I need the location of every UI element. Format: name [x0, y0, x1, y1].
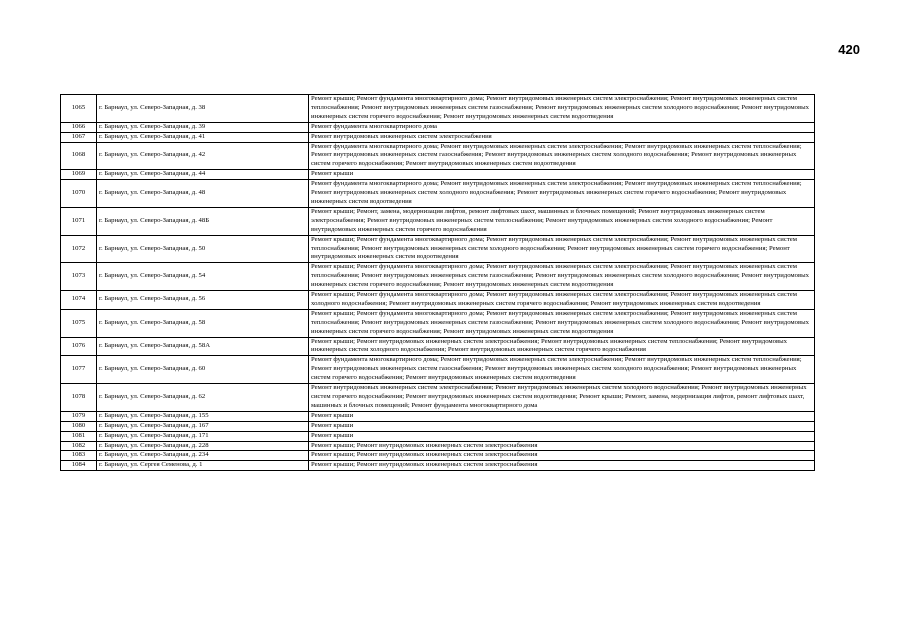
row-number: 1072 [61, 235, 97, 263]
row-address: г. Барнаул, ул. Северо-Западная, д. 60 [97, 356, 309, 384]
table-row [61, 132, 815, 142]
row-work-description: Ремонт крыши; Ремонт фундамента многоквартирного дома; Ремонт внутридомовых инженерных систем электроснабжения; Ремонт внутридомовых инженерных систем холодного водоснабжения; Ремонт внутридомовых инженерных систем горячего водоснабжения; Ремонт внутридомовых инженерных систем водоотведения [309, 291, 815, 310]
table-row [61, 441, 815, 451]
row-number: 1081 [61, 431, 97, 441]
row-address: г. Барнаул, ул. Северо-Западная, д. 38 [97, 95, 309, 123]
table-row [61, 411, 815, 421]
table-row [61, 291, 815, 310]
row-work-description: Ремонт фундамента многоквартирного дома; Ремонт внутридомовых инженерных систем электроснабжения; Ремонт внутридомовых инженерных систем теплоснабжения; Ремонт внутридомовых инженерных систем газоснабжения; Ремонт внутридомовых инженерных систем холодного водоснабжения; Ремонт внутридомовых инженерных систем горячего водоснабжения; Ремонт внутридомовых инженерных систем водоотведения [309, 356, 815, 384]
row-address: г. Барнаул, ул. Северо-Западная, д. 58 [97, 309, 309, 337]
row-number: 1066 [61, 122, 97, 132]
row-work-description: Ремонт крыши [309, 170, 815, 180]
records-table [60, 94, 815, 471]
table-row [61, 356, 815, 384]
row-address: г. Барнаул, ул. Северо-Западная, д. 50 [97, 235, 309, 263]
row-number: 1080 [61, 421, 97, 431]
table-row [61, 384, 815, 412]
row-number: 1067 [61, 132, 97, 142]
row-number: 1069 [61, 170, 97, 180]
row-address: г. Барнаул, ул. Северо-Западная, д. 56 [97, 291, 309, 310]
row-number: 1068 [61, 142, 97, 170]
row-number: 1071 [61, 207, 97, 235]
records-table-body [61, 95, 815, 471]
row-address: г. Барнаул, ул. Северо-Западная, д. 228 [97, 441, 309, 451]
row-work-description: Ремонт крыши; Ремонт внутридомовых инженерных систем электроснабжения [309, 451, 815, 461]
row-work-description: Ремонт фундамента многоквартирного дома [309, 122, 815, 132]
row-number: 1084 [61, 461, 97, 471]
table-row [61, 309, 815, 337]
row-number: 1083 [61, 451, 97, 461]
row-number: 1077 [61, 356, 97, 384]
table-row [61, 207, 815, 235]
table-row [61, 170, 815, 180]
row-number: 1074 [61, 291, 97, 310]
row-work-description: Ремонт крыши; Ремонт фундамента многоквартирного дома; Ремонт внутридомовых инженерных систем электроснабжения; Ремонт внутридомовых инженерных систем теплоснабжения; Ремонт внутридомовых инженерных систем газоснабжения; Ремонт внутридомовых инженерных систем холодного водоснабжения; Ремонт внутридомовых инженерных систем горячего водоснабжения; Ремонт внутридомовых инженерных систем водоотведения [309, 309, 815, 337]
row-number: 1073 [61, 263, 97, 291]
row-work-description: Ремонт фундамента многоквартирного дома; Ремонт внутридомовых инженерных систем электроснабжения; Ремонт внутридомовых инженерных систем теплоснабжения; Ремонт внутридомовых инженерных систем холодного водоснабжения; Ремонт внутридомовых инженерных систем горячего водоснабжения; Ремонт внутридомовых инженерных систем водоотведения [309, 180, 815, 208]
row-address: г. Барнаул, ул. Северо-Западная, д. 155 [97, 411, 309, 421]
row-work-description: Ремонт фундамента многоквартирного дома; Ремонт внутридомовых инженерных систем электроснабжения; Ремонт внутридомовых инженерных систем теплоснабжения; Ремонт внутридомовых инженерных систем газоснабжения; Ремонт внутридомовых инженерных систем холодного водоснабжения; Ремонт внутридомовых инженерных систем горячего водоснабжения; Ремонт внутридомовых инженерных систем водоотведения [309, 142, 815, 170]
row-number: 1078 [61, 384, 97, 412]
table-row [61, 451, 815, 461]
table-row [61, 421, 815, 431]
table-row [61, 263, 815, 291]
row-work-description: Ремонт крыши [309, 421, 815, 431]
row-number: 1070 [61, 180, 97, 208]
page-number: 420 [838, 42, 860, 57]
table-row [61, 431, 815, 441]
row-address: г. Барнаул, ул. Северо-Западная, д. 167 [97, 421, 309, 431]
row-work-description: Ремонт внутридомовых инженерных систем электроснабжения [309, 132, 815, 142]
row-address: г. Барнаул, ул. Северо-Западная, д. 39 [97, 122, 309, 132]
row-address: г. Барнаул, ул. Северо-Западная, д. 62 [97, 384, 309, 412]
row-address: г. Барнаул, ул. Северо-Западная, д. 234 [97, 451, 309, 461]
row-work-description: Ремонт крыши; Ремонт фундамента многоквартирного дома; Ремонт внутридомовых инженерных систем электроснабжения; Ремонт внутридомовых инженерных систем теплоснабжения; Ремонт внутридомовых инженерных систем холодного водоснабжения; Ремонт внутридомовых инженерных систем горячего водоснабжения; Ремонт внутридомовых инженерных систем водоотведения [309, 235, 815, 263]
row-address: г. Барнаул, ул. Северо-Западная, д. 171 [97, 431, 309, 441]
row-work-description: Ремонт крыши; Ремонт фундамента многоквартирного дома; Ремонт внутридомовых инженерных систем электроснабжения; Ремонт внутридомовых инженерных систем теплоснабжения; Ремонт внутридомовых инженерных систем газоснабжения; Ремонт внутридомовых инженерных систем холодного водоснабжения; Ремонт внутридомовых инженерных систем горячего водоснабжения; Ремонт внутридомовых инженерных систем водоотведения [309, 263, 815, 291]
table-row [61, 122, 815, 132]
row-address: г. Барнаул, ул. Сергея Семенова, д. 1 [97, 461, 309, 471]
row-work-description: Ремонт крыши [309, 411, 815, 421]
row-work-description: Ремонт крыши; Ремонт внутридомовых инженерных систем электроснабжения; Ремонт внутридомовых инженерных систем теплоснабжения; Ремонт внутридомовых инженерных систем холодного водоснабжения; Ремонт внутридомовых инженерных систем горячего водоснабжения [309, 337, 815, 356]
row-number: 1082 [61, 441, 97, 451]
row-address: г. Барнаул, ул. Северо-Западная, д. 44 [97, 170, 309, 180]
row-address: г. Барнаул, ул. Северо-Западная, д. 42 [97, 142, 309, 170]
table-row [61, 142, 815, 170]
row-address: г. Барнаул, ул. Северо-Западная, д. 48Б [97, 207, 309, 235]
row-work-description: Ремонт внутридомовых инженерных систем электроснабжения; Ремонт внутридомовых инженерных систем холодного водоснабжения; Ремонт внутридомовых инженерных систем горячего водоснабжения; Ремонт внутридомовых инженерных систем водоотведения; Ремонт крыши; Ремонт, замена, модернизация лифтов, ремонт лифтовых шахт, машинных и блочных помещений; Ремонт фундамента многоквартирного дома [309, 384, 815, 412]
table-row [61, 235, 815, 263]
table-row [61, 337, 815, 356]
row-address: г. Барнаул, ул. Северо-Западная, д. 58А [97, 337, 309, 356]
table-row [61, 461, 815, 471]
row-number: 1076 [61, 337, 97, 356]
row-work-description: Ремонт крыши; Ремонт фундамента многоквартирного дома; Ремонт внутридомовых инженерных систем электроснабжения; Ремонт внутридомовых инженерных систем теплоснабжения; Ремонт внутридомовых инженерных систем газоснабжения; Ремонт внутридомовых инженерных систем холодного водоснабжения; Ремонт внутридомовых инженерных систем горячего водоснабжения; Ремонт внутридомовых инженерных систем водоотведения [309, 95, 815, 123]
row-work-description: Ремонт крыши; Ремонт, замена, модернизация лифтов, ремонт лифтовых шахт, машинных и блочных помещений; Ремонт внутридомовых инженерных систем электроснабжения; Ремонт внутридомовых инженерных систем теплоснабжения; Ремонт внутридомовых инженерных систем холодного водоснабжения; Ремонт внутридомовых инженерных систем горячего водоснабжения [309, 207, 815, 235]
row-number: 1065 [61, 95, 97, 123]
row-address: г. Барнаул, ул. Северо-Западная, д. 41 [97, 132, 309, 142]
row-work-description: Ремонт крыши; Ремонт внутридомовых инженерных систем электроснабжения [309, 461, 815, 471]
table-row [61, 180, 815, 208]
row-work-description: Ремонт крыши [309, 431, 815, 441]
row-number: 1075 [61, 309, 97, 337]
row-number: 1079 [61, 411, 97, 421]
row-address: г. Барнаул, ул. Северо-Западная, д. 54 [97, 263, 309, 291]
row-work-description: Ремонт крыши; Ремонт внутридомовых инженерных систем электроснабжения [309, 441, 815, 451]
row-address: г. Барнаул, ул. Северо-Западная, д. 48 [97, 180, 309, 208]
table-row [61, 95, 815, 123]
